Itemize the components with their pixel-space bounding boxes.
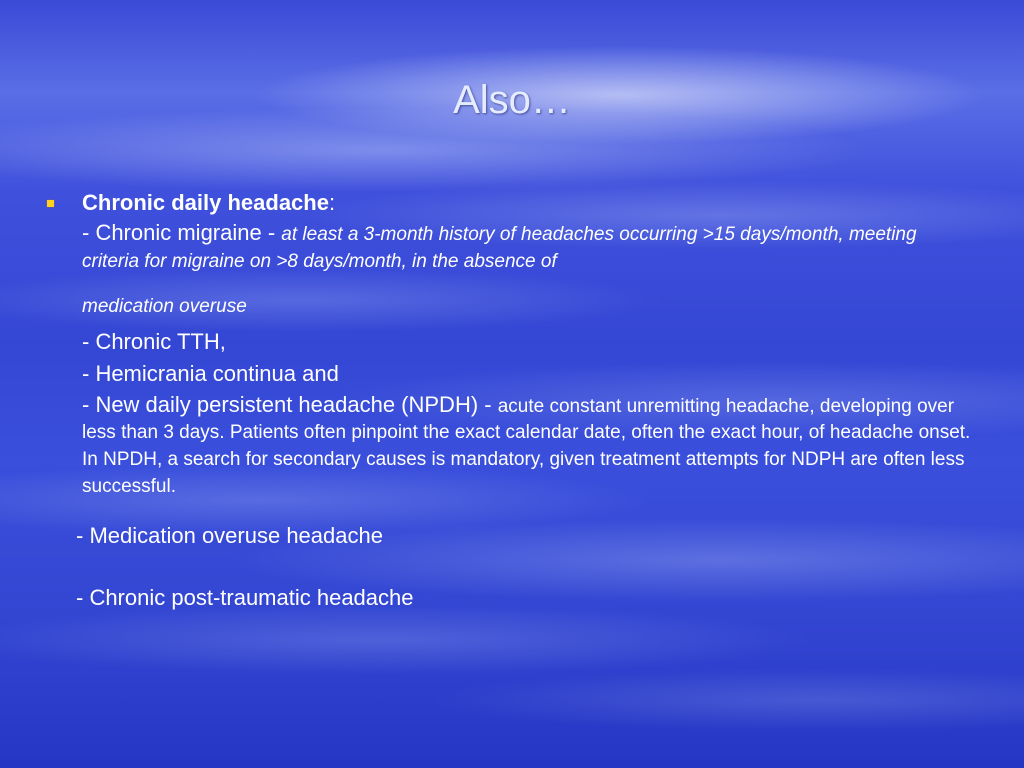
chronic-migraine-lead: - Chronic migraine - [82, 220, 282, 246]
slide-title: Also… [453, 78, 571, 122]
square-bullet-icon [47, 200, 54, 207]
ndph-lead: - New daily persistent headache (NPDH) - [82, 391, 498, 417]
chronic-migraine-item [82, 220, 974, 318]
post-traumatic-item: - Chronic post-traumatic headache [76, 585, 414, 611]
bullet-heading: Chronic daily headache [82, 190, 329, 215]
medication-overuse-item: - Medication overuse headache [76, 522, 383, 548]
bullet-chronic-daily-headache [44, 190, 974, 216]
chronic-migraine-detail-end: medication overuse [82, 295, 247, 317]
bullet-colon: : [328, 190, 336, 215]
spacer [82, 274, 974, 296]
hemicrania-continua-item: - Hemicrania continua and [82, 361, 339, 387]
chronic-migraine-detail: at least a 3-month history of headaches occurring >15 days/month, meeting criteria for migraine on >8 days/month, in the absence of [82, 224, 917, 273]
chronic-tth-item: - Chronic TTH, [82, 328, 226, 354]
ndph-item [82, 392, 974, 499]
spacer [44, 549, 974, 585]
ndph-detail: acute constant unremitting headache, developing over less than 3 days. Patients often pinpoint the exact calendar date, often the exact hour, of headache onset. In NPDH, a search for secondary causes is mandatory, given treatment attempts for NDPH are often less successful. [82, 395, 971, 497]
slide-content [44, 190, 974, 612]
spacer [44, 499, 974, 523]
